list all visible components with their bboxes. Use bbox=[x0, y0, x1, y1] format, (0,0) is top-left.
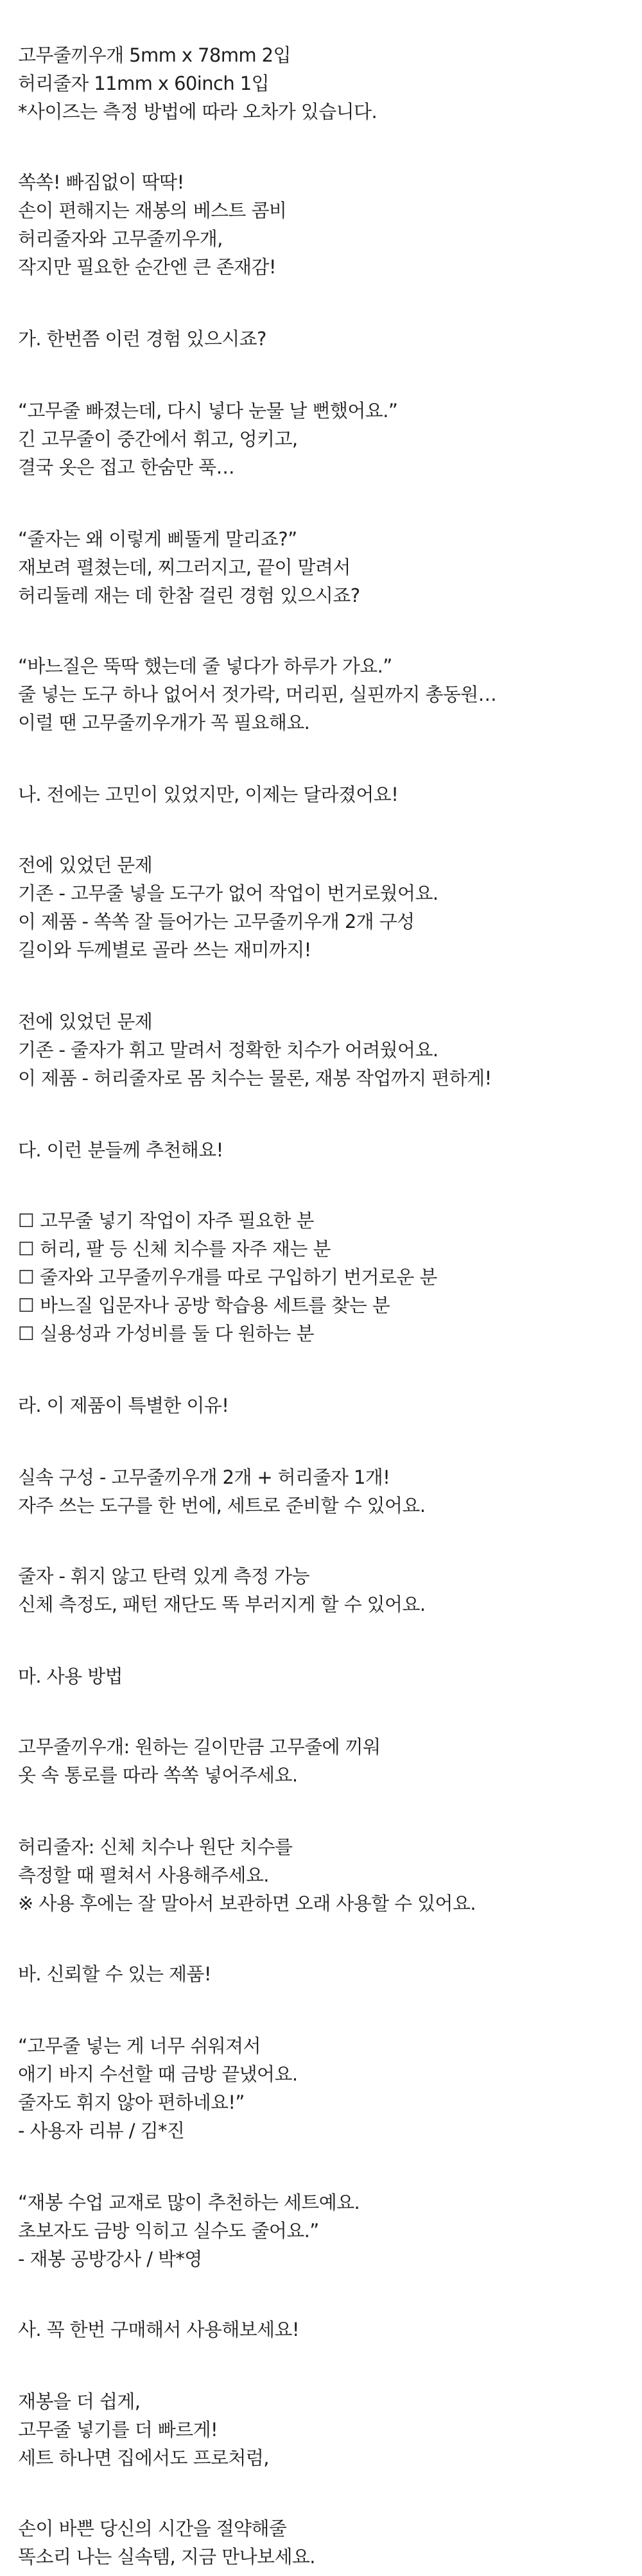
usage-line: 허리줄자: 신체 치수나 원단 치수를 bbox=[18, 1836, 293, 1858]
review-line: “재봉 수업 교재로 많이 추천하는 세트예요. bbox=[18, 2192, 360, 2213]
usage-note: ※ 사용 후에는 잘 말아서 보관하면 오래 사용할 수 있어요. bbox=[18, 1893, 476, 1914]
spec-line-elastic-threader: 고무줄끼우개 5mm x 78mm 2입 bbox=[18, 44, 291, 66]
body-line: “고무줄 빠졌는데, 다시 넣다 눈물 날 뻔했어요.” bbox=[18, 400, 398, 422]
section-heading-da: 다. 이런 분들께 추천해요! bbox=[18, 1139, 223, 1161]
body-line: 기존 - 고무줄 넣을 도구가 없어 작업이 번거로웠어요. bbox=[18, 882, 438, 904]
problem-heading: 전에 있었던 문제 bbox=[18, 854, 153, 876]
body-line: 이 제품 - 쏙쏙 잘 들어가는 고무줄끼우개 2개 구성 bbox=[18, 911, 415, 932]
problem-heading: 전에 있었던 문제 bbox=[18, 1011, 153, 1033]
body-line: 허리둘레 재는 데 한참 걸린 경험 있으시죠? bbox=[18, 585, 360, 606]
review-line: 줄자도 휘지 않아 편하네요!” bbox=[18, 2091, 245, 2113]
body-line: 긴 고무줄이 중간에서 휘고, 엉키고, bbox=[18, 428, 298, 450]
body-line: 결국 옷은 접고 한숨만 푹… bbox=[18, 456, 235, 478]
section-heading-ba: 바. 신뢰할 수 있는 제품! bbox=[18, 1963, 211, 1985]
review-line: 애기 바지 수선할 때 금방 끝냈어요. bbox=[18, 2063, 298, 2085]
closing-line: 재봉을 더 쉽게, bbox=[18, 2391, 141, 2412]
body-line: 자주 쓰는 도구를 한 번에, 세트로 준비할 수 있어요. bbox=[18, 1495, 426, 1516]
spec-line-waist-tape: 허리줄자 11mm x 60inch 1입 bbox=[18, 73, 270, 94]
checklist-item: ☐ 실용성과 가성비를 둘 다 원하는 분 bbox=[18, 1323, 314, 1344]
intro-line: 작지만 필요한 순간엔 큰 존재감! bbox=[18, 256, 276, 278]
checklist-item: ☐ 허리, 팔 등 신체 치수를 자주 재는 분 bbox=[18, 1238, 331, 1260]
body-line: 재보려 펼쳤는데, 찌그러지고, 끝이 말려서 bbox=[18, 556, 351, 578]
body-line: 길이와 두께별로 골라 쓰는 재미까지! bbox=[18, 939, 311, 961]
checklist-item: ☐ 고무줄 넣기 작업이 자주 필요한 분 bbox=[18, 1210, 314, 1232]
section-heading-na: 나. 전에는 고민이 있었지만, 이제는 달라졌어요! bbox=[18, 784, 399, 805]
section-heading-ra: 라. 이 제품이 특별한 이유! bbox=[18, 1395, 229, 1416]
review-line: 초보자도 금방 익히고 실수도 줄어요.” bbox=[18, 2220, 319, 2242]
body-line: 줄자 - 휘지 않고 탄력 있게 측정 가능 bbox=[18, 1565, 309, 1587]
body-line: 기존 - 줄자가 휘고 말려서 정확한 치수가 어려웠어요. bbox=[18, 1039, 438, 1061]
body-line: 이 제품 - 허리줄자로 몸 치수는 물론, 재봉 작업까지 편하게! bbox=[18, 1067, 492, 1089]
section-heading-ga: 가. 한번쯤 이런 경험 있으시죠? bbox=[18, 328, 266, 350]
review-line: “고무줄 넣는 게 너무 쉬워져서 bbox=[18, 2035, 261, 2057]
section-heading-sa: 사. 꼭 한번 구매해서 사용해보세요! bbox=[18, 2319, 299, 2340]
closing-line: 고무줄 넣기를 더 빠르게! bbox=[18, 2419, 218, 2441]
intro-line: 쏙쏙! 빠짐없이 딱딱! bbox=[18, 171, 184, 193]
body-line: 줄 넣는 도구 하나 없어서 젓가락, 머리핀, 실핀까지 총동원… bbox=[18, 683, 497, 705]
review-author: - 재봉 공방강사 / 박*영 bbox=[18, 2248, 202, 2270]
intro-line: 허리줄자와 고무줄끼우개, bbox=[18, 228, 223, 250]
intro-line: 손이 편해지는 재봉의 베스트 콤비 bbox=[18, 200, 287, 221]
body-line: 실속 구성 - 고무줄끼우개 2개 + 허리줄자 1개! bbox=[18, 1466, 390, 1488]
section-heading-ma: 마. 사용 방법 bbox=[18, 1665, 123, 1687]
usage-line: 고무줄끼우개: 원하는 길이만큼 고무줄에 끼워 bbox=[18, 1736, 381, 1758]
body-line: “바느질은 뚝딱 했는데 줄 넣다가 하루가 가요.” bbox=[18, 655, 392, 677]
usage-line: 측정할 때 펼쳐서 사용해주세요. bbox=[18, 1864, 269, 1886]
usage-line: 옷 속 통로를 따라 쏙쏙 넣어주세요. bbox=[18, 1764, 298, 1786]
checklist-item: ☐ 바느질 입문자나 공방 학습용 세트를 찾는 분 bbox=[18, 1294, 390, 1316]
size-disclaimer: *사이즈는 측정 방법에 따라 오차가 있습니다. bbox=[18, 101, 377, 123]
closing-line: 똑소리 나는 실속템, 지금 만나보세요. bbox=[18, 2546, 315, 2568]
review-author: - 사용자 리뷰 / 김*진 bbox=[18, 2120, 185, 2142]
closing-line: 손이 바쁜 당신의 시간을 절약해줄 bbox=[18, 2518, 287, 2539]
checklist-item: ☐ 줄자와 고무줄끼우개를 따로 구입하기 번거로운 분 bbox=[18, 1266, 437, 1288]
body-line: 이럴 땐 고무줄끼우개가 꼭 필요해요. bbox=[18, 712, 310, 734]
closing-line: 세트 하나면 집에서도 프로처럼, bbox=[18, 2447, 269, 2469]
body-line: “줄자는 왜 이렇게 삐뚤게 말리죠?” bbox=[18, 528, 297, 550]
body-line: 신체 측정도, 패턴 재단도 똑 부러지게 할 수 있어요. bbox=[18, 1593, 426, 1615]
